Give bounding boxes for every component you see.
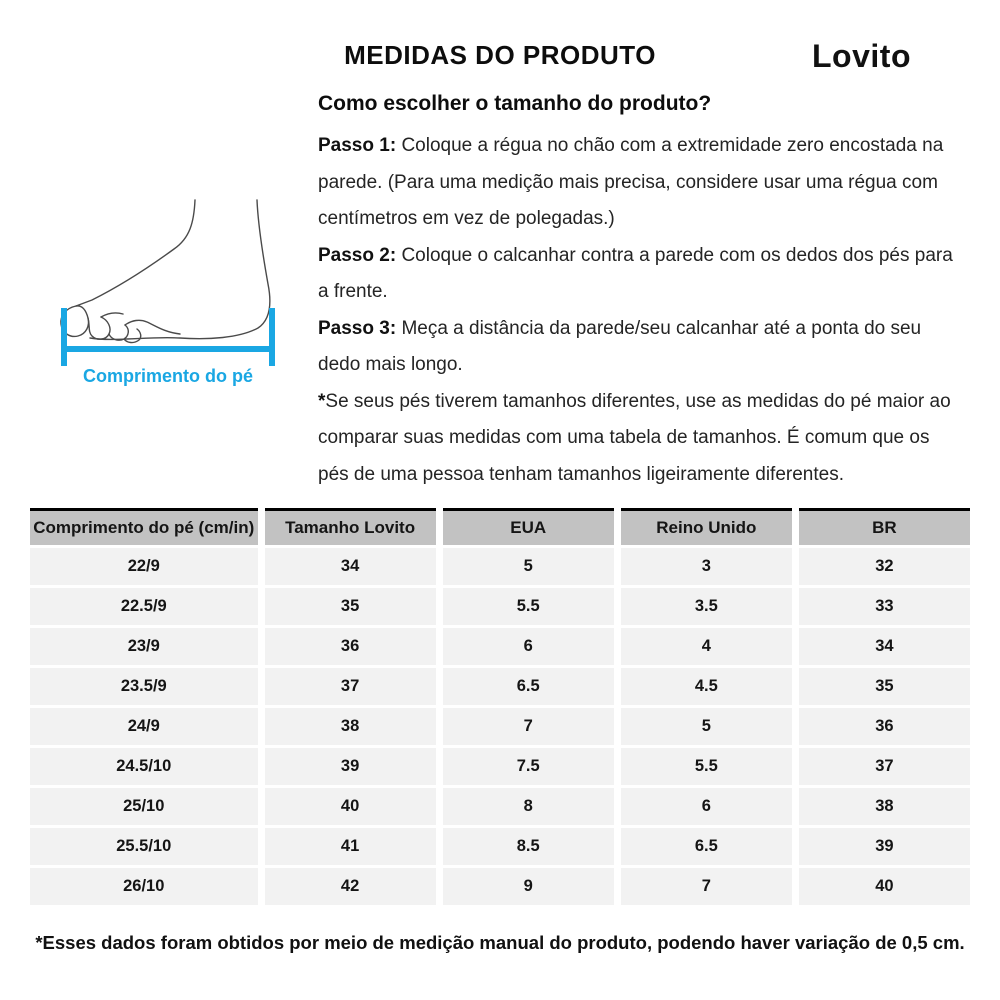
table-cell: 7: [443, 708, 614, 745]
table-cell: 8: [443, 788, 614, 825]
table-row: [30, 548, 970, 585]
note-text: Se seus pés tiverem tamanhos diferentes, use as medidas do pé maior ao comparar suas medidas com uma tabela de tamanhos. É comum que os pés de uma pessoa tenham tamanhos ligeiramente diferentes.: [318, 390, 951, 485]
table-cell: 34: [265, 548, 436, 585]
table-cell: 35: [799, 668, 970, 705]
table-cell: 39: [265, 748, 436, 785]
page-title: MEDIDAS DO PRODUTO: [344, 40, 656, 70]
table-cell: 36: [265, 628, 436, 665]
size-table-body: [30, 548, 970, 905]
table-cell: 5: [443, 548, 614, 585]
table-cell: 24.5/10: [30, 748, 258, 785]
table-cell: 6: [621, 788, 792, 825]
table-cell: 33: [799, 588, 970, 625]
table-cell: 26/10: [30, 868, 258, 905]
table-cell: 22.5/9: [30, 588, 258, 625]
table-row: [30, 748, 970, 785]
table-cell: 40: [265, 788, 436, 825]
step-text: Meça a distância da parede/seu calcanhar até a ponta do seu dedo mais longo.: [318, 317, 922, 375]
step-paragraph: [318, 311, 954, 384]
table-cell: 6.5: [621, 828, 792, 865]
table-cell: 34: [799, 628, 970, 665]
column-header: Reino Unido: [621, 508, 792, 545]
table-cell: 38: [265, 708, 436, 745]
table-cell: 5.5: [621, 748, 792, 785]
step-label: Passo 3:: [318, 317, 397, 339]
foot-length-label: Comprimento do pé: [83, 366, 253, 386]
table-cell: 39: [799, 828, 970, 865]
table-cell: 38: [799, 788, 970, 825]
table-cell: 37: [799, 748, 970, 785]
table-cell: 24/9: [30, 708, 258, 745]
table-cell: 9: [443, 868, 614, 905]
table-cell: 35: [265, 588, 436, 625]
table-cell: 22/9: [30, 548, 258, 585]
step-text: Coloque o calcanhar contra a parede com os dedos dos pés para a frente.: [318, 244, 953, 302]
size-table: [30, 508, 970, 905]
table-cell: 6.5: [443, 668, 614, 705]
table-row: [30, 628, 970, 665]
column-header: EUA: [443, 508, 614, 545]
table-row: [30, 828, 970, 865]
table-row: [30, 588, 970, 625]
foot-outline-illustration: [52, 196, 292, 388]
instructions: [318, 128, 954, 493]
section-heading: Como escolher o tamanho do produto?: [318, 92, 712, 115]
table-cell: 3.5: [621, 588, 792, 625]
table-cell: 36: [799, 708, 970, 745]
column-header: Tamanho Lovito: [265, 508, 436, 545]
table-cell: 3: [621, 548, 792, 585]
foot-measurement-diagram: [52, 196, 292, 388]
step-paragraph: [318, 128, 954, 238]
table-cell: 23.5/9: [30, 668, 258, 705]
table-row: [30, 708, 970, 745]
table-cell: 4: [621, 628, 792, 665]
step-label: Passo 1:: [318, 135, 397, 156]
note-asterisk: *: [318, 390, 326, 412]
step-text: Coloque a régua no chão com a extremidade zero encostada na parede. (Para uma medição mais precisa, considere usar uma régua com centímetros em vez de polegadas.): [318, 135, 944, 229]
footer-note: *Esses dados foram obtidos por meio de medição manual do produto, podendo haver variação de 0,5 cm.: [35, 932, 965, 953]
table-cell: 7.5: [443, 748, 614, 785]
table-cell: 5: [621, 708, 792, 745]
table-cell: 37: [265, 668, 436, 705]
table-cell: 40: [799, 868, 970, 905]
column-header: Comprimento do pé (cm/in): [30, 508, 258, 545]
table-cell: 41: [265, 828, 436, 865]
size-table-header-row: [30, 508, 970, 545]
note-paragraph: [318, 384, 954, 494]
table-cell: 42: [265, 868, 436, 905]
table-cell: 7: [621, 868, 792, 905]
table-cell: 5.5: [443, 588, 614, 625]
table-cell: 8.5: [443, 828, 614, 865]
table-cell: 23/9: [30, 628, 258, 665]
table-row: [30, 668, 970, 705]
table-cell: 32: [799, 548, 970, 585]
brand-logo: Lovito: [812, 38, 911, 74]
table-row: [30, 868, 970, 905]
step-paragraph: [318, 238, 954, 311]
table-cell: 6: [443, 628, 614, 665]
step-label: Passo 2:: [318, 244, 397, 266]
column-header: BR: [799, 508, 970, 545]
table-cell: 25.5/10: [30, 828, 258, 865]
table-row: [30, 788, 970, 825]
table-cell: 25/10: [30, 788, 258, 825]
table-cell: 4.5: [621, 668, 792, 705]
